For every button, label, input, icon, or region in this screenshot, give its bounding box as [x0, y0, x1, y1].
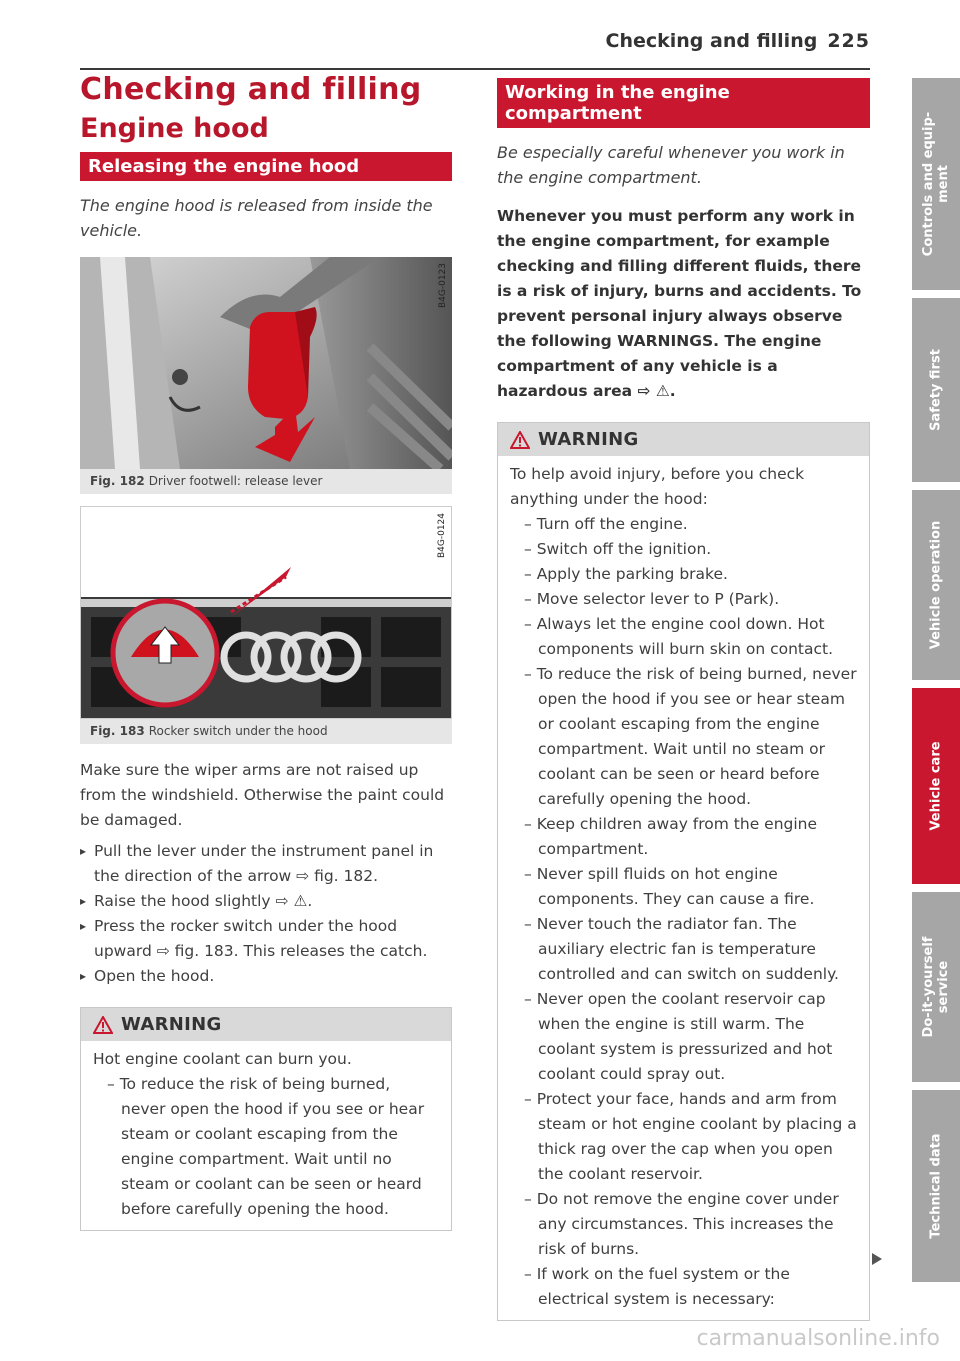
release-step: ▸ Open the hood.: [80, 964, 452, 989]
warning-item: – Always let the engine cool down. Hot components will burn skin on contact.: [524, 612, 857, 662]
warning-item: – Move selector lever to P (Park).: [524, 587, 857, 612]
chapter-title: Checking and filling: [80, 72, 422, 107]
warning-item: – Do not remove the engine cover under any circumstances. This increases the risk of burns.: [524, 1187, 857, 1262]
tab-vehicle-care[interactable]: [912, 688, 960, 884]
right-intro-text: Be especially careful whenever you work in the engine compartment.: [497, 143, 845, 187]
continue-arrow-icon: [870, 1252, 884, 1266]
figure-183-caption-text: Rocker switch under the hood: [148, 724, 328, 738]
release-step: ▸ Press the rocker switch under the hood upward ⇨ fig. 183. This releases the catch.: [80, 914, 452, 964]
warning-item: – Turn off the engine.: [524, 512, 857, 537]
warning-title: WARNING: [121, 1014, 222, 1035]
watermark: carmanualsonline.info: [696, 1326, 940, 1351]
warning-title: WARNING: [538, 429, 639, 450]
warning-intro: Hot engine coolant can burn you.: [93, 1050, 352, 1068]
tab-safety-first[interactable]: [912, 298, 960, 482]
warning-item: – Apply the parking brake.: [524, 562, 857, 587]
warning-triangle-icon: [510, 431, 530, 449]
tab-vehicle-operation[interactable]: [912, 490, 960, 680]
page-header: [80, 30, 870, 70]
tab-label: Do-it-yourself service: [921, 936, 951, 1038]
warning-item: – To reduce the risk of being burned, never open the hood if you see or hear steam or coolant escaping from the engine compartment. Wait until no steam or coolant can be seen or heard before carefully opening the hood.: [524, 662, 857, 812]
tab-label: Controls and equip- ment: [921, 111, 951, 257]
warning-header: [498, 423, 869, 456]
warning-body: [498, 456, 869, 1320]
tab-controls-equipment[interactable]: [912, 78, 960, 290]
figure-183-label: Fig. 183: [90, 724, 145, 738]
warning-item: – Never spill fluids on hot engine components. They can cause a fire.: [524, 862, 857, 912]
warning-item: – Protect your face, hands and arm from steam or hot engine coolant by placing a thick rag over the cap when you open the coolant reservoir.: [524, 1087, 857, 1187]
warning-item: – Keep children away from the engine compartment.: [524, 812, 857, 862]
figure-183-caption: [80, 719, 452, 744]
left-column: [80, 72, 452, 1231]
page-number: 225: [827, 30, 870, 52]
hood-rocker-switch-image: [80, 506, 452, 719]
figure-183: [80, 506, 452, 744]
intro-text: The engine hood is released from inside the vehicle.: [80, 196, 433, 240]
warning-box-engine-compartment: [497, 422, 870, 1321]
warning-item: – Never open the coolant reservoir cap when the engine is still warm. The coolant system is pressurized and hot coolant could spray out.: [524, 987, 857, 1087]
running-header: [606, 30, 871, 52]
tab-label: Safety first: [928, 349, 944, 431]
header-section-title: Checking and filling: [605, 30, 818, 52]
subsection-bar-working: Working in the engine compartment: [497, 78, 870, 128]
release-step: ▸ Pull the lever under the instrument panel in the direction of the arrow ⇨ fig. 182.: [80, 839, 452, 889]
figure-182-code: B4G-0123: [438, 263, 448, 309]
tab-label: Technical data: [928, 1133, 944, 1239]
tab-do-it-yourself-service[interactable]: [912, 892, 960, 1082]
tab-label: Vehicle care: [928, 741, 944, 831]
tab-label: Vehicle operation: [928, 520, 944, 650]
warning-triangle-icon: [93, 1016, 113, 1034]
section-title: Engine hood: [80, 113, 269, 144]
warning-header: [81, 1008, 451, 1041]
warning-list: [510, 512, 857, 1312]
figure-182: [80, 257, 452, 494]
warning-body: [81, 1041, 451, 1230]
subsection-bar-releasing: Releasing the engine hood: [80, 152, 452, 181]
warning-item: – To reduce the risk of being burned, never open the hood if you see or hear steam or coolant escaping from the engine compartment. Wait until no steam or coolant can be seen or heard before carefully opening the hood.: [107, 1072, 439, 1222]
wiper-arms-note: Make sure the wiper arms are not raised up from the windshield. Otherwise the paint could be damaged.: [80, 761, 445, 829]
header-rule: [80, 68, 870, 70]
warning-box-coolant: [80, 1007, 452, 1231]
footwell-release-lever-image: [80, 257, 452, 469]
hazard-paragraph: Whenever you must perform any work in the engine compartment, for example checking and filling different fluids, there is a risk of injury, burns and accidents. To prevent personal injury always observe the following WARNINGS. The engine compartment of any vehicle is a hazardous area ⇨ ⚠.: [497, 207, 862, 400]
figure-182-caption-text: Driver footwell: release lever: [148, 474, 323, 488]
release-steps-list: [80, 839, 452, 989]
warning-item: – Never touch the radiator fan. The auxiliary electric fan is temperature controlled and can switch on suddenly.: [524, 912, 857, 987]
warning-list: [93, 1072, 439, 1222]
tab-technical-data[interactable]: [912, 1090, 960, 1282]
right-column: [497, 78, 870, 1321]
warning-item: – Switch off the ignition.: [524, 537, 857, 562]
figure-183-code: B4G-0124: [437, 513, 447, 559]
figure-182-label: Fig. 182: [90, 474, 145, 488]
figure-182-caption: [80, 469, 452, 494]
warning-item: – If work on the fuel system or the electrical system is necessary:: [524, 1262, 857, 1312]
chapter-tabs: [912, 78, 960, 1290]
warning-intro: To help avoid injury, before you check anything under the hood:: [510, 465, 805, 508]
release-step: ▸ Raise the hood slightly ⇨ ⚠.: [80, 889, 452, 914]
